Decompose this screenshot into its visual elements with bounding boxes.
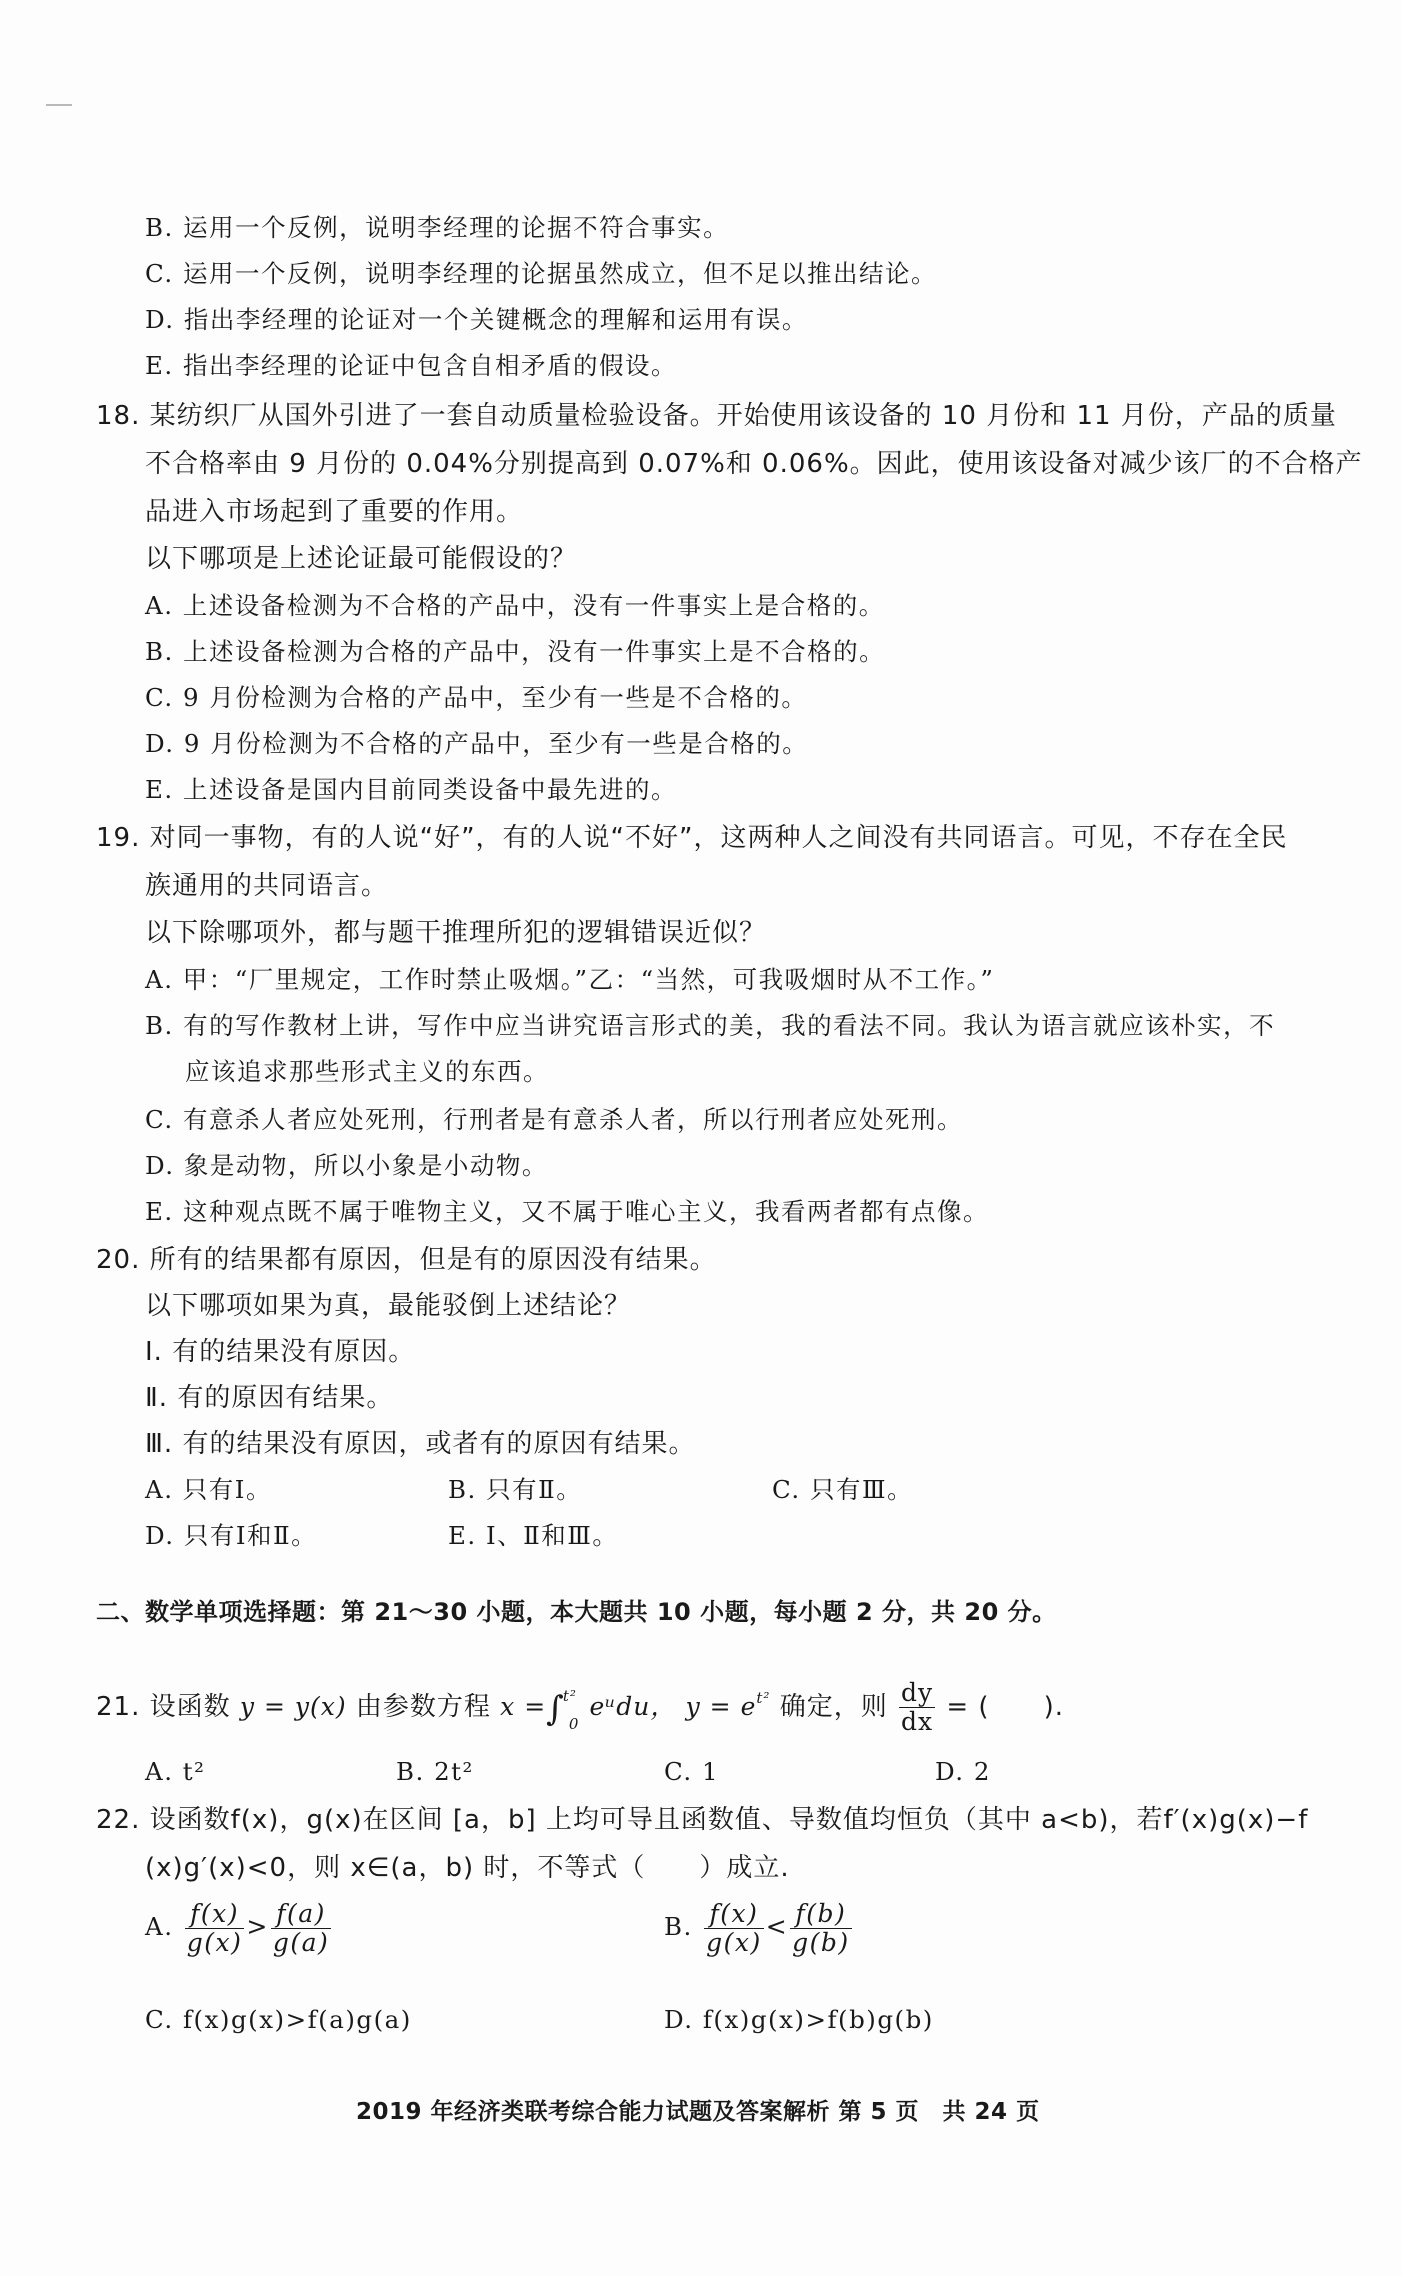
- q22-stem-line1: 22. 设函数f(x)，g(x)在区间 [a，b] 上均可导且函数值、导数值均恒负（其中 a<b)，若f′(x)g(x)−f: [96, 1805, 1309, 1835]
- q22-stem-line2: (x)g′(x)<0，则 x∈(a，b) 时，不等式（ ）成立.: [145, 1853, 790, 1883]
- q20-statement-2: Ⅱ. 有的原因有结果。: [145, 1383, 394, 1413]
- q21-tail: = ( ).: [946, 1692, 1064, 1722]
- q21-y2: y = e: [685, 1692, 757, 1721]
- q20-option-e: E. Ⅰ、Ⅱ和Ⅲ。: [448, 1521, 619, 1550]
- q18-stem-line1: 18. 某纺织厂从国外引进了一套自动质量检验设备。开始使用该设备的 10 月份和 11 月份，产品的质量: [96, 401, 1337, 431]
- q22-option-a: [145, 1900, 333, 1957]
- q22-b-frac-right: [790, 1900, 852, 1957]
- q21-option-d: D. 2: [935, 1757, 991, 1786]
- q18-stem-line3: 品进入市场起到了重要的作用。: [145, 497, 524, 527]
- q21-dy: dy: [900, 1678, 934, 1707]
- q17-option-c: C. 运用一个反例，说明李经理的论据虽然成立，但不足以推出结论。: [145, 259, 937, 288]
- q19-option-d: D. 象是动物，所以小象是小动物。: [145, 1151, 548, 1180]
- q21-derivative: [899, 1679, 935, 1736]
- q22-a-num1: f(x): [185, 1900, 245, 1929]
- q22-option-c: C. f(x)g(x)>f(a)g(a): [145, 2005, 412, 2034]
- q22-b-den2: g(b): [792, 1928, 850, 1957]
- scan-artifact: [46, 104, 72, 106]
- q22-a-frac-left: [185, 1900, 245, 1957]
- q22-option-b-label: B.: [664, 1912, 693, 1941]
- q18-option-a: A. 上述设备检测为不合格的产品中，没有一件事实上是合格的。: [145, 591, 885, 620]
- q21-int-upper: t²: [562, 1687, 577, 1705]
- q18-prompt: 以下哪项是上述论证最可能假设的？: [145, 544, 578, 574]
- q21-number: 21.: [96, 1692, 141, 1722]
- q19-option-e: E. 这种观点既不属于唯物主义，又不属于唯心主义，我看两者都有点像。: [145, 1197, 989, 1226]
- q19-prompt: 以下除哪项外，都与题干推理所犯的逻辑错误近似？: [145, 918, 767, 948]
- q17-option-d: D. 指出李经理的论证对一个关键概念的理解和运用有误。: [145, 305, 808, 334]
- q21-dx: dx: [900, 1707, 934, 1736]
- q17-option-b: B. 运用一个反例，说明李经理的论据不符合事实。: [145, 213, 730, 242]
- q20-statement-3: Ⅲ. 有的结果没有原因，或者有的原因有结果。: [145, 1429, 696, 1459]
- q21-x-eq: x =: [500, 1692, 547, 1721]
- q19-option-a: A. 甲：“厂里规定，工作时禁止吸烟。”乙：“当然，可我吸烟时从不工作。”: [145, 965, 995, 994]
- q22-a-operator: >: [246, 1912, 269, 1941]
- q18-stem-line2: 不合格率由 9 月份的 0.04%分别提高到 0.07%和 0.06%。因此，使用该设备对减少该厂的不合格产: [145, 449, 1363, 479]
- q22-b-den1: g(x): [706, 1928, 762, 1957]
- q21-text-confirm: 确定，则: [779, 1692, 888, 1722]
- q18-option-d: D. 9 月份检测为不合格的产品中，至少有一些是合格的。: [145, 729, 809, 758]
- q22-a-den1: g(x): [186, 1928, 243, 1957]
- q19-stem-line2: 族通用的共同语言。: [145, 871, 389, 901]
- q22-option-a-label: A.: [145, 1912, 174, 1941]
- section-heading-math: 二、数学单项选择题：第 21～30 小题，本大题共 10 小题，每小题 2 分，共 20 分。: [96, 1598, 1057, 1626]
- q22-b-operator: <: [765, 1912, 789, 1941]
- q22-b-num1: f(x): [704, 1900, 764, 1929]
- q21-option-c: C. 1: [664, 1757, 720, 1786]
- q21-option-b: B. 2t²: [396, 1757, 474, 1786]
- q20-option-d: D. 只有Ⅰ和Ⅱ。: [145, 1521, 318, 1550]
- q18-option-b: B. 上述设备检测为合格的产品中，没有一件事实上是不合格的。: [145, 637, 886, 666]
- q20-option-b: B. 只有Ⅱ。: [448, 1475, 583, 1504]
- q21-int-lower: 0: [568, 1715, 580, 1733]
- q18-option-c: C. 9 月份检测为合格的产品中，至少有一些是不合格的。: [145, 683, 808, 712]
- q20-stem: 20. 所有的结果都有原因，但是有的原因没有结果。: [96, 1245, 717, 1275]
- q19-option-c: C. 有意杀人者应处死刑，行刑者是有意杀人者，所以行刑者应处死刑。: [145, 1105, 963, 1134]
- q22-option-d: D. f(x)g(x)>f(b)g(b): [664, 2005, 934, 2034]
- q21-integrand: eᵘdu，: [589, 1692, 677, 1721]
- q21-y-def: y = y(x): [239, 1692, 347, 1721]
- q19-stem-line1: 19. 对同一事物，有的人说“好”，有的人说“不好”，这两种人之间没有共同语言。可见，不存在全民: [96, 823, 1288, 853]
- q21-text-mid: 由参数方程: [355, 1692, 491, 1722]
- q17-option-e: E. 指出李经理的论证中包含自相矛盾的假设。: [145, 351, 677, 380]
- q22-a-den2: g(a): [272, 1928, 330, 1957]
- q19-option-b-line2: 应该追求那些形式主义的东西。: [185, 1057, 549, 1086]
- q20-option-c: C. 只有Ⅲ。: [772, 1475, 914, 1504]
- q21-text-pre: 设函数: [149, 1692, 231, 1722]
- integral-sign-icon: ∫: [546, 1689, 565, 1729]
- q22-a-num2: f(a): [271, 1900, 331, 1929]
- q20-statement-1: Ⅰ. 有的结果没有原因。: [145, 1337, 416, 1367]
- q22-b-num2: f(b): [790, 1900, 852, 1929]
- q21-stem: [96, 1676, 1064, 1736]
- q19-option-b-line1: B. 有的写作教材上讲，写作中应当讲究语言形式的美，我的看法不同。我认为语言就应该朴实，不: [145, 1011, 1276, 1040]
- q22-b-frac-left: [704, 1900, 764, 1957]
- q20-prompt: 以下哪项如果为真，最能驳倒上述结论？: [145, 1291, 632, 1321]
- q21-y2-exp: t²: [756, 1689, 771, 1707]
- q22-a-frac-right: [271, 1900, 331, 1957]
- q21-option-a: A. t²: [145, 1757, 206, 1786]
- q18-option-e: E. 上述设备是国内目前同类设备中最先进的。: [145, 775, 677, 804]
- q20-option-a: A. 只有Ⅰ。: [145, 1475, 272, 1504]
- page-footer: 2019 年经济类联考综合能力试题及答案解析 第 5 页 共 24 页: [356, 2099, 1040, 2125]
- q22-option-b: [664, 1900, 854, 1957]
